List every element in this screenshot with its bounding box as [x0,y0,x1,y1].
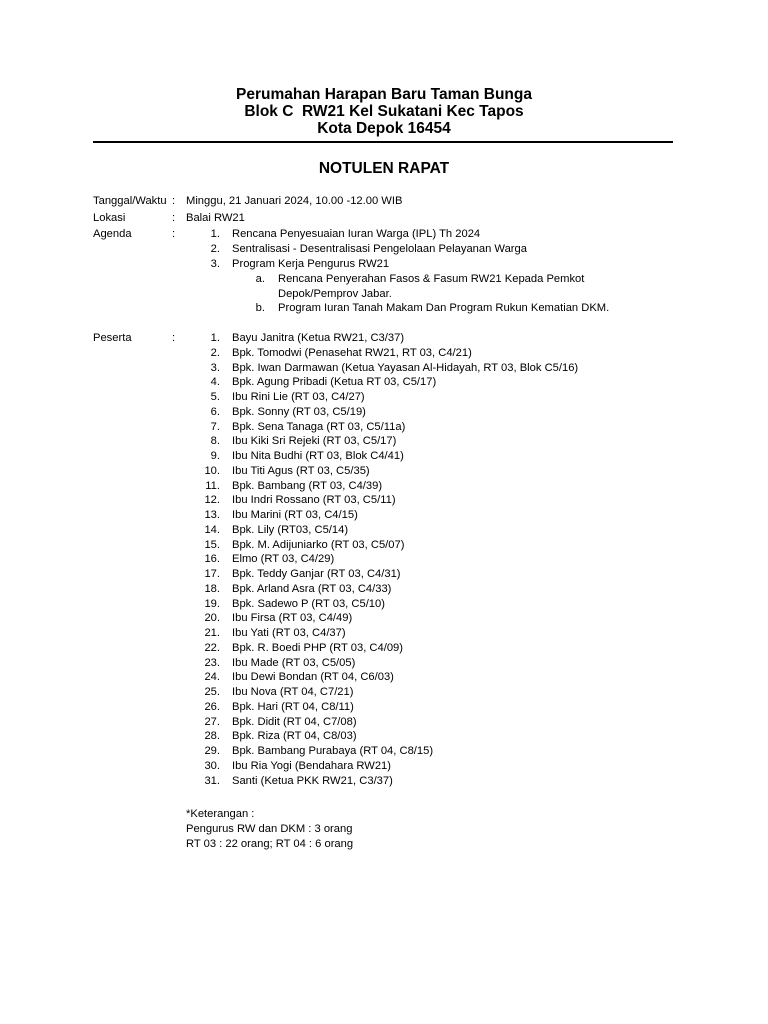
subagenda-text: Rencana Penyerahan Fasos & Fasum RW21 Kepada Pemkot [278,273,585,285]
agenda-number: 2. [210,243,220,255]
participant-number: 31. [204,774,220,787]
subagenda-text: Program Iuran Tanah Makam Dan Program Rukun Kematian DKM. [278,302,610,314]
participant-name: Ibu Firsa (RT 03, C4/49) [232,612,353,625]
agenda-number: 3. [210,258,220,270]
participant-number: 6. [210,405,220,418]
participant-name: Ibu Rini Lie (RT 03, C4/27) [232,391,365,403]
agenda-number: 1. [210,228,220,240]
participant-name: Bpk. Hari (RT 04, C8/11) [232,700,354,713]
participant-name: Ibu Made (RT 03, C5/05) [232,656,356,669]
participant-number: 15. [204,538,220,551]
participant-name: Bpk. Bambang (RT 03, C4/39) [232,479,383,492]
participant-name: Elmo (RT 03, C4/29) [232,553,335,566]
field-colon: : [172,195,176,207]
participant-name: Bpk. Iwan Darmawan (Ketua Yayasan Al-Hidayah, RT 03, Blok C5/16) [232,361,579,374]
field-label: Tanggal/Waktu [93,195,167,207]
participant-number: 21. [204,627,220,639]
notes-heading: *Keterangan : [186,808,255,820]
subagenda-letter: b. [255,302,265,314]
participant-number: 23. [204,656,220,669]
participant-number: 20. [204,612,220,625]
participant-number: 18. [204,582,220,595]
subagenda-text: Depok/Pemprov Jabar. [278,288,392,300]
document-title: NOTULEN RAPAT [318,160,450,177]
participant-number: 7. [210,420,220,433]
participant-number: 19. [204,597,220,610]
participant-name: Bpk. Agung Pribadi (Ketua RT 03, C5/17) [232,376,437,389]
participant-number: 1. [210,332,220,344]
participant-number: 14. [204,523,220,536]
participant-number: 9. [210,450,220,462]
participant-name: Ibu Titi Agus (RT 03, C5/35) [232,464,370,477]
letterhead-line-1: Perumahan Harapan Baru Taman Bunga [235,86,532,103]
notes-line: Pengurus RW dan DKM : 3 orang [186,823,353,835]
participant-name: Bpk. Bambang Purabaya (RT 04, C8/15) [232,745,434,757]
participant-number: 11. [205,479,220,492]
participant-number: 4. [210,376,220,389]
field-colon: : [172,332,176,344]
participant-number: 8. [210,435,220,448]
agenda-text: Program Kerja Pengurus RW21 [232,258,390,270]
participant-name: Bpk. Riza (RT 04, C8/03) [232,730,357,743]
participant-name: Bayu Janitra (Ketua RW21, C3/37) [232,332,405,344]
participant-name: Ibu Kiki Sri Rejeki (RT 03, C5/17) [232,435,397,448]
participant-name: Bpk. Tomodwi (Penasehat RW21, RT 03, C4/21) [232,346,472,359]
participant-name: Bpk. M. Adijuniarko (RT 03, C5/07) [232,538,405,551]
participant-name: Bpk. Teddy Ganjar (RT 03, C4/31) [232,568,401,580]
participant-name: Bpk. R. Boedi PHP (RT 03, C4/09) [232,641,404,654]
participant-number: 12. [204,494,220,507]
participant-name: Ibu Marini (RT 03, C4/15) [232,509,358,521]
participant-number: 3. [210,361,220,374]
field-label: Agenda [93,228,132,240]
agenda-text: Sentralisasi - Desentralisasi Pengelolaan Pelayanan Warga [232,243,527,255]
subagenda-letter: a. [255,273,265,285]
participant-name: Ibu Indri Rossano (RT 03, C5/11) [232,494,396,507]
agenda-text: Rencana Penyesuaian Iuran Warga (IPL) Th 2024 [232,228,481,240]
participant-number: 16. [204,553,220,566]
participant-number: 13. [204,509,220,521]
participant-number: 24. [204,671,220,684]
participant-number: 22. [204,641,220,654]
participant-number: 25. [204,686,220,698]
participant-name: Bpk. Lily (RT03, C5/14) [232,523,349,536]
letterhead-line-2: Blok C RW21 Kel Sukatani Kec Tapos [244,103,524,120]
participant-number: 2. [210,346,220,359]
participant-number: 17. [204,568,220,580]
field-label: Peserta [93,332,132,344]
participant-number: 30. [204,759,220,772]
field-colon: : [172,228,176,240]
participant-name: Ibu Dewi Bondan (RT 04, C6/03) [232,671,394,684]
participant-number: 5. [210,391,220,403]
participant-number: 29. [204,745,220,757]
participant-name: Ibu Nova (RT 04, C7/21) [232,686,354,698]
participant-name: Bpk. Sadewo P (RT 03, C5/10) [232,597,385,610]
participant-name: Bpk. Sonny (RT 03, C5/19) [232,405,366,418]
participant-number: 10. [204,464,220,477]
participant-name: Bpk. Sena Tanaga (RT 03, C5/11a) [232,420,406,433]
participant-name: Bpk. Didit (RT 04, C7/08) [232,715,357,728]
field-value: Minggu, 21 Januari 2024, 10.00 -12.00 WIB [186,195,403,207]
field-value: Balai RW21 [186,212,245,224]
participant-number: 27. [204,715,220,728]
letterhead-line-3: Kota Depok 16454 [317,120,451,137]
participant-name: Ibu Ria Yogi (Bendahara RW21) [232,759,392,772]
participant-name: Santi (Ketua PKK RW21, C3/37) [232,774,393,787]
participant-number: 26. [204,700,220,713]
field-label: Lokasi [93,212,126,224]
participant-name: Bpk. Arland Asra (RT 03, C4/33) [232,582,392,595]
participant-name: Ibu Yati (RT 03, C4/37) [232,627,346,639]
notes-line: RT 03 : 22 orang; RT 04 : 6 orang [186,838,354,850]
participant-name: Ibu Nita Budhi (RT 03, Blok C4/41) [232,450,404,462]
letterhead [0,86,768,137]
participant-number: 28. [204,730,220,743]
field-colon: : [172,212,176,224]
header-divider [93,141,673,143]
